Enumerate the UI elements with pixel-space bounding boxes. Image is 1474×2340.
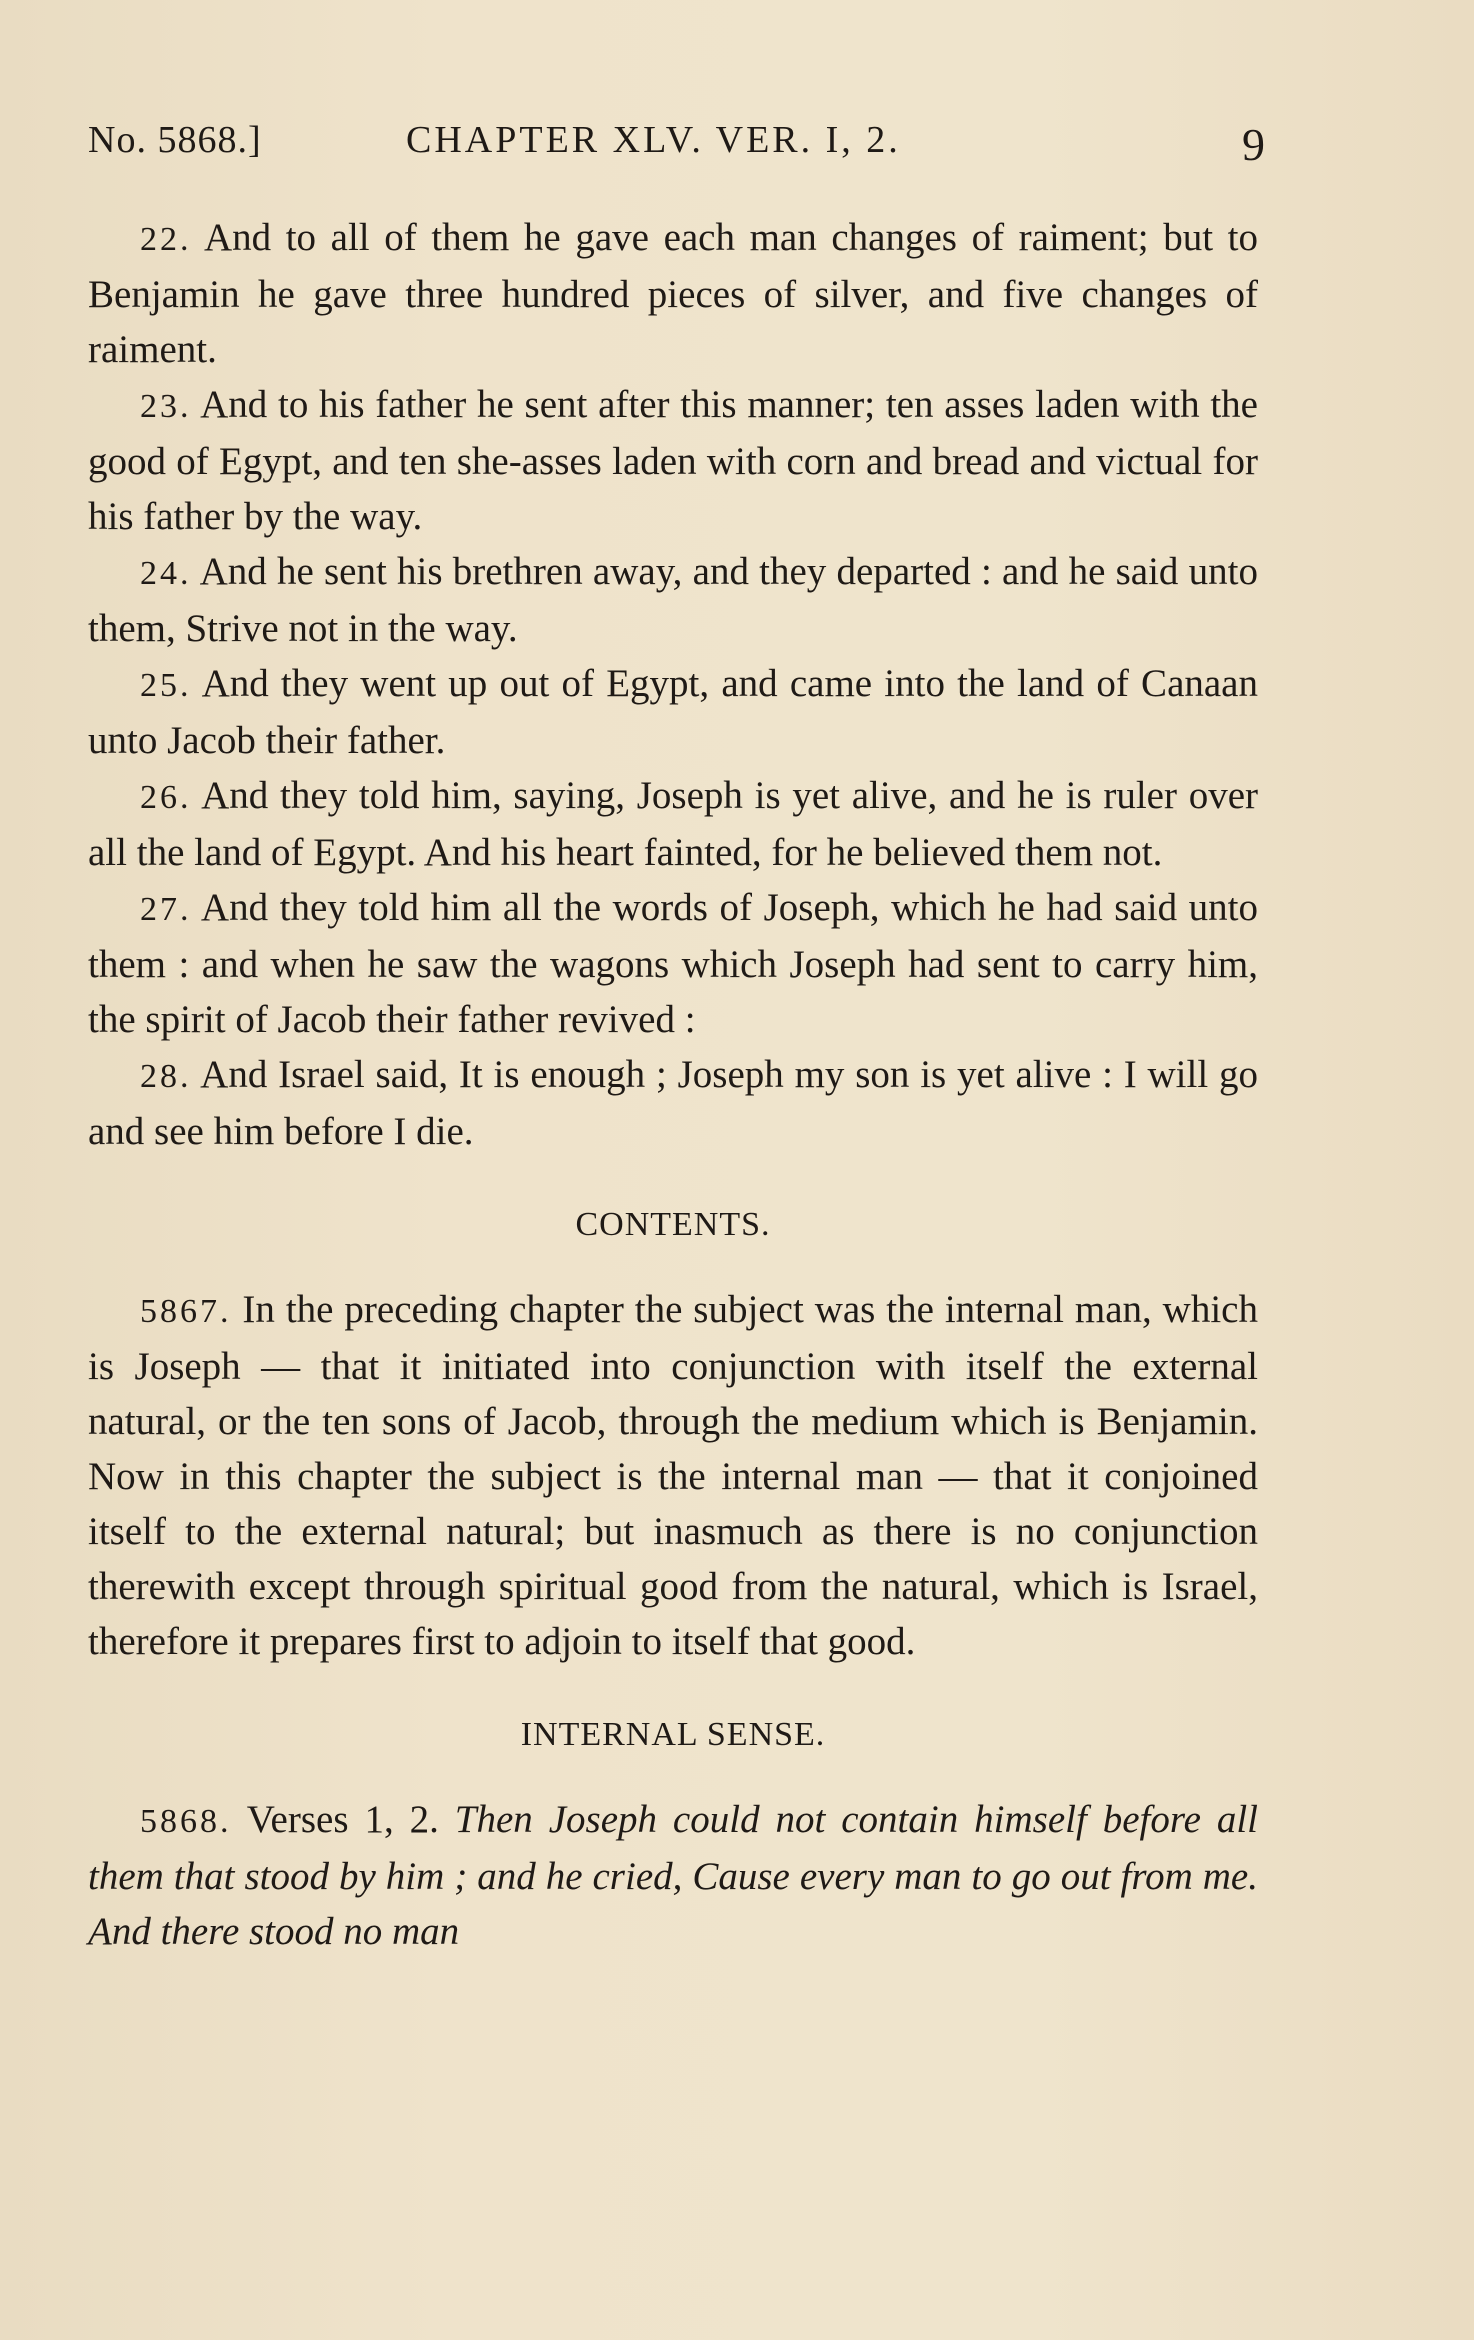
verse-text: And they told him, saying, Joseph is yet alive, and he is ruler over all the land of Egypt. And his heart fainted, for he believed them not. xyxy=(88,774,1259,874)
verse-text: And they told him all the words of Joseph, which he had said unto them : and when he saw the wagons which Joseph had sent to carry him, the spirit of Jacob their father revived : xyxy=(88,886,1258,1041)
verse-number: 22. xyxy=(140,221,192,258)
internal-sense-heading: INTERNAL SENSE. xyxy=(520,1716,826,1753)
verses-reference: Verses 1, 2. xyxy=(246,1798,439,1841)
chapter-title: CHAPTER XLV. VER. I, 2. xyxy=(406,119,901,161)
verse-25 xyxy=(88,656,1258,768)
contents-paragraph xyxy=(88,1282,1258,1669)
paragraph-number: 5868. xyxy=(140,1803,232,1840)
verse-26 xyxy=(88,768,1258,880)
contents-heading: CONTENTS. xyxy=(575,1206,771,1243)
verse-text: And he sent his brethren away, and they departed : and he said unto them, Strive not in the way. xyxy=(88,550,1258,650)
verse-number: 28. xyxy=(140,1058,192,1095)
verse-text: And they went up out of Egypt, and came into the land of Canaan unto Jacob their father. xyxy=(88,662,1258,762)
verse-text: And Israel said, It is enough ; Joseph my son is yet alive : I will go and see him before I die. xyxy=(88,1053,1258,1153)
verse-28 xyxy=(88,1047,1258,1159)
verse-number: 23. xyxy=(140,388,192,425)
body-text xyxy=(88,210,1258,1959)
internal-sense-paragraph xyxy=(88,1792,1258,1959)
verse-22 xyxy=(88,210,1258,377)
quoted-verse: Then Joseph could not contain himself before all them that stood by him ; and he cried, Cause every man to go out from me. And there stood no man xyxy=(88,1798,1259,1953)
paragraph-text: In the preceding chapter the subject was the internal man, which is Joseph — that it initiated into conjunction with itself the external natural, or the ten sons of Jacob, through the medium which is Benjamin. Now in this chapter the subject is the internal man — that it conjoined itself to the external natural; but inasmuch as there is no conjunction therewith except through spiritual good from the natural, which is Israel, therefore it prepares first to adjoin to itself that good. xyxy=(88,1288,1258,1663)
verse-23 xyxy=(88,377,1258,544)
paragraph-number: 5867. xyxy=(140,1293,232,1330)
section-number: No. 5868.] xyxy=(88,119,262,161)
verse-text: And to all of them he gave each man changes of raiment; but to Benjamin he gave three hundred pieces of silver, and five changes of raiment. xyxy=(88,216,1258,371)
verse-number: 25. xyxy=(140,667,192,704)
verse-27 xyxy=(88,880,1258,1047)
verse-text: And to his father he sent after this manner; ten asses laden with the good of Egypt, and ten she-asses laden with corn and bread and victual for his father by the way. xyxy=(88,383,1258,538)
verse-number: 26. xyxy=(140,779,192,816)
verse-number: 27. xyxy=(140,891,192,928)
page-number: 9 xyxy=(1242,119,1266,170)
verse-24 xyxy=(88,544,1258,656)
running-header xyxy=(88,118,1266,178)
verse-number: 24. xyxy=(140,555,192,592)
